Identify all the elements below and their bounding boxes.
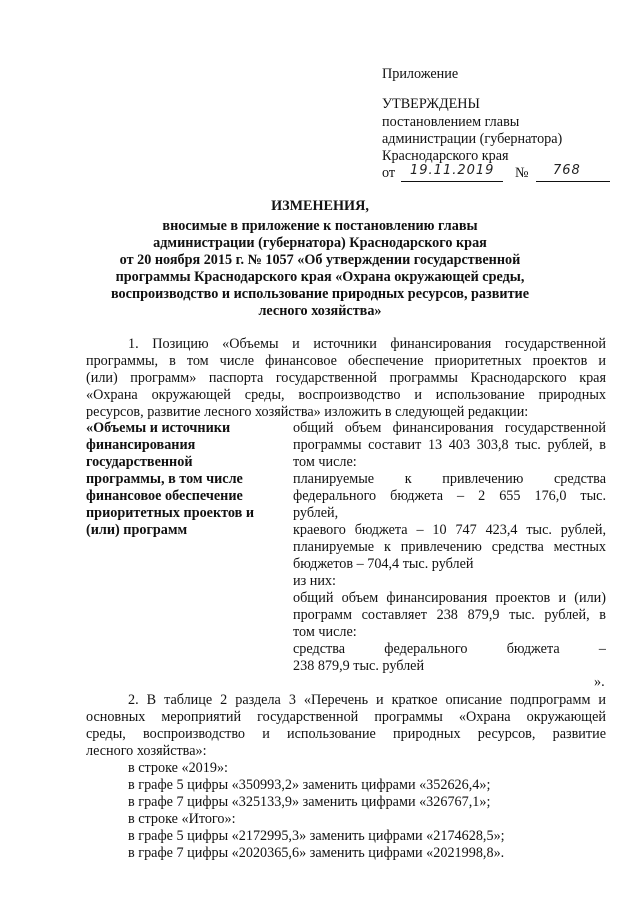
position-right-line: планируемые к привлечению средства местных — [293, 539, 606, 555]
approval-line-3: Краснодарского края — [382, 148, 509, 164]
position-left-line: финансирования — [86, 437, 196, 453]
position-right-line: общий объем финансирования проектов и (или) — [293, 590, 606, 606]
number-sign: № — [515, 165, 529, 181]
item1-line: программы, в том числе финансовое обеспечение приоритетных проектов и — [86, 353, 606, 369]
item1-line: 1. Позицию «Объемы и источники финансирования государственной — [128, 336, 606, 352]
item1-line: ресурсов, развитие лесного хозяйства» изложить в следующей редакции: — [86, 404, 529, 420]
title-line: от 20 ноября 2015 г. № 1057 «Об утверждении государственной — [119, 252, 521, 268]
position-left-line: финансовое обеспечение — [86, 488, 243, 504]
position-left-line: программы, в том числе — [86, 471, 243, 487]
item2-line: в строке «2019»: — [128, 760, 228, 776]
item2-line: 2. В таблице 2 раздела 3 «Перечень и краткое описание подпрограмм и — [128, 692, 606, 708]
item2-line: в графе 5 цифры «350993,2» заменить цифрами «352626,4»; — [128, 777, 491, 793]
item2-line: в графе 5 цифры «2172995,3» заменить цифрами «2174628,5»; — [128, 828, 505, 844]
title-line: администрации (губернатора) Краснодарского края — [153, 235, 487, 251]
item1-line: (или) программ» паспорта государственной программы Краснодарского края — [86, 370, 606, 386]
title-line: программы Краснодарского края «Охрана окружающей среды, — [115, 269, 525, 285]
approval-line-1: постановлением главы — [382, 114, 520, 130]
title-line: лесного хозяйства» — [258, 303, 382, 319]
position-right-line: краевого бюджета – 10 747 423,4 тыс. рублей, — [293, 522, 606, 538]
position-right-line: рублей, — [293, 505, 339, 521]
title-line: вносимые в приложение к постановлению главы — [162, 218, 478, 234]
position-right-line: федерального бюджета – 2 655 176,0 тыс. — [293, 488, 606, 504]
item1-line: «Охрана окружающей среды, воспроизводство и использование природных — [86, 387, 606, 403]
approval-line-2: администрации (губернатора) — [382, 131, 563, 147]
item2-line: лесного хозяйства»: — [86, 743, 207, 759]
approval-from: от — [382, 165, 396, 181]
position-right-line: из них: — [293, 573, 336, 589]
item2-line: в графе 7 цифры «325133,9» заменить цифрами «326767,1»; — [128, 794, 491, 810]
position-left-line: государственной — [86, 454, 193, 470]
item2-line: основных мероприятий государственной программы «Охрана окружающей — [86, 709, 606, 725]
title-line: воспроизводство и использование природных ресурсов, развитие — [110, 286, 530, 302]
position-right-line: 238 879,9 тыс. рублей — [293, 658, 425, 674]
position-right-line: средства федерального бюджета – — [293, 641, 606, 657]
position-left-line: (или) программ — [86, 522, 188, 538]
position-right-line: планируемые к привлечению средства — [293, 471, 606, 487]
position-right-line: том числе: — [293, 454, 357, 470]
position-left-line: «Объемы и источники — [86, 420, 231, 436]
position-right-line: программы составит 13 403 303,8 тыс. рублей, в — [293, 437, 606, 453]
position-right-line: том числе: — [293, 624, 357, 640]
position-right-line: бюджетов – 704,4 тыс. рублей — [293, 556, 474, 572]
item2-line: среды, воспроизводство и использование природных ресурсов, развитие — [86, 726, 606, 742]
item2-line: в строке «Итого»: — [128, 811, 236, 827]
approval-number: 768 — [553, 163, 581, 178]
appendix-label: Приложение — [382, 66, 459, 82]
position-right-line: программ составляет 238 879,9 тыс. рублей, в — [293, 607, 606, 623]
approval-date: 19.11.2019 — [410, 163, 495, 178]
date-underline — [401, 181, 503, 182]
number-underline — [536, 181, 610, 182]
title-heading: ИЗМЕНЕНИЯ, — [271, 198, 369, 214]
position-right-line: общий объем финансирования государственной — [293, 420, 606, 436]
position-left-line: приоритетных проектов и — [86, 505, 255, 521]
position-closing: ». — [594, 674, 605, 690]
approved-label: УТВЕРЖДЕНЫ — [382, 96, 480, 112]
item2-line: в графе 7 цифры «2020365,6» заменить цифрами «2021998,8». — [128, 845, 505, 861]
